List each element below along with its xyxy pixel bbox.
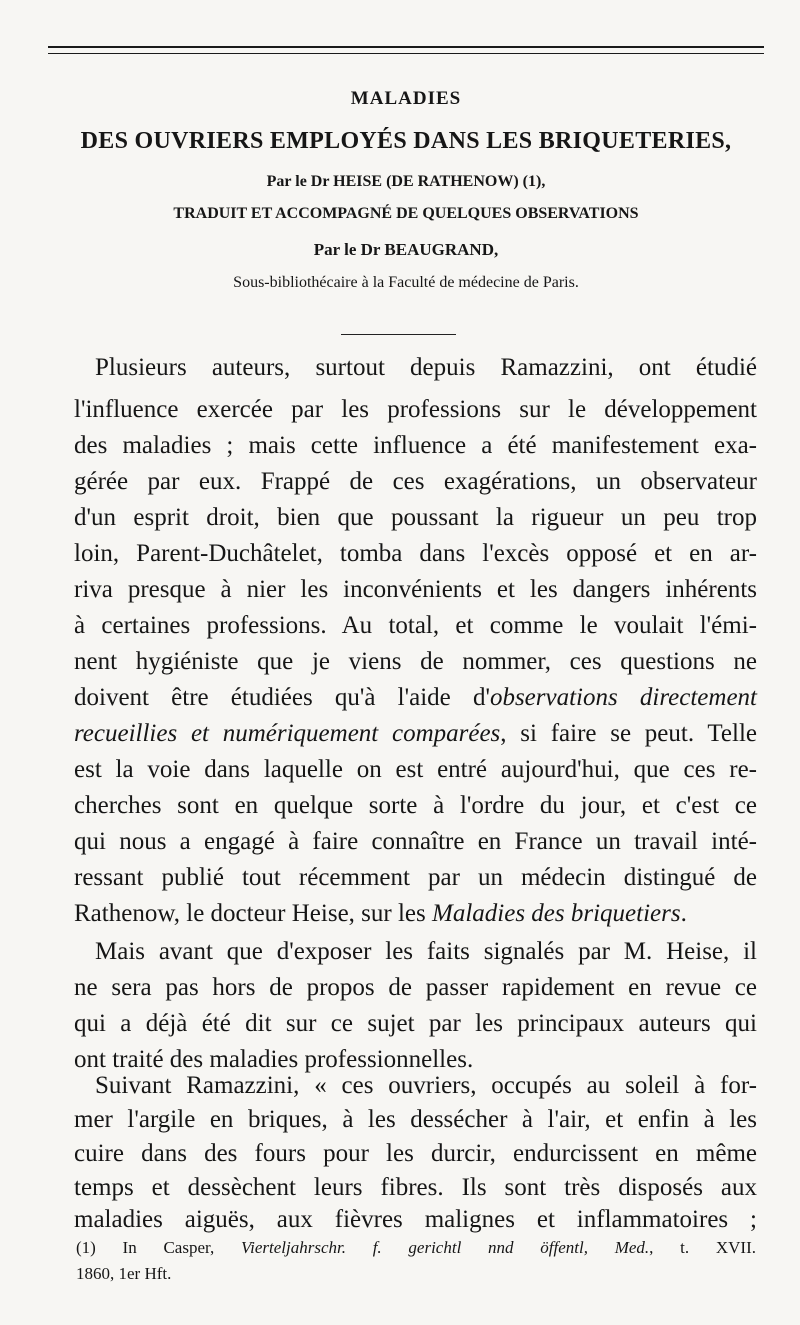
footnote-line: 1860, 1er Hft.: [76, 1264, 172, 1283]
body-line: d'un esprit droit, bien que poussant la rigueur un peu trop: [74, 504, 757, 531]
body-line: [74, 682, 757, 714]
body-text: .: [680, 900, 687, 927]
article-title: DES OUVRIERS EMPLOYÉS DANS LES BRIQUETERIES,: [80, 128, 732, 154]
body-line: Mais avant que d'exposer les faits signalés par M. Heise, il: [95, 938, 757, 965]
body-text: , si faire se peut. Telle: [500, 720, 757, 747]
body-line: riva presque à nier les inconvénients et les dangers inhérents: [74, 576, 757, 603]
translation-note: TRADUIT ET ACCOMPAGNÉ DE QUELQUES OBSERVATIONS: [173, 205, 639, 222]
body-line: Plusieurs auteurs, surtout depuis Ramazzini, ont étudié: [95, 354, 757, 381]
footnote-text: (1) In Casper,: [76, 1238, 241, 1257]
body-line: cherches sont en quelque sorte à l'ordre du jour, et c'est ce: [74, 792, 757, 819]
body-line: temps et dessèchent leurs fibres. Ils sont très disposés aux: [74, 1174, 757, 1201]
body-line: ressant publié tout récemment par un médecin distingué de: [74, 864, 757, 891]
italic-title: Maladies des briquetiers: [432, 900, 681, 927]
body-line: cuire dans des fours pour les durcir, endurcissent en même: [74, 1140, 757, 1167]
body-line: loin, Parent-Duchâtelet, tomba dans l'excès opposé et en ar-: [74, 540, 757, 567]
body-line: maladies aiguës, aux fièvres malignes et inflammatoires ;: [74, 1206, 757, 1233]
body-line: ne sera pas hors de propos de passer rapidement en revue ce: [74, 974, 757, 1001]
body-line: mer l'argile en briques, à les dessécher à l'air, et enfin à les: [74, 1106, 757, 1133]
body-line: gérée par eux. Frappé de ces exagérations, un observateur: [74, 468, 757, 495]
body-line: nent hygiéniste que je viens de nommer, ces questions ne: [74, 648, 757, 675]
body-text: doivent être étudiées qu'à l'aide d': [74, 684, 490, 711]
section-separator: [341, 334, 456, 335]
italic-phrase: recueillies et numériquement comparées: [74, 720, 501, 747]
body-line: Suivant Ramazzini, « ces ouvriers, occupés au soleil à for-: [95, 1072, 757, 1099]
body-line: [74, 718, 757, 750]
translator-affiliation: Sous-bibliothécaire à la Faculté de médecine de Paris.: [233, 274, 579, 291]
body-line: est la voie dans laquelle on est entré aujourd'hui, que ces re-: [74, 756, 757, 783]
header-rule: [48, 46, 764, 48]
header-rule-thin: [48, 53, 764, 54]
section-title: MALADIES: [350, 88, 462, 109]
body-text: Rathenow, le docteur Heise, sur les: [74, 900, 432, 927]
body-line: ont traité des maladies professionnelles.: [74, 1046, 474, 1073]
footnote-journal: Vierteljahrschr. f. gerichtl nnd öffentl, Med.: [240, 1238, 650, 1257]
footnote-line: [76, 1238, 756, 1258]
body-line: qui a déjà été dit sur ce sujet par les principaux auteurs qui: [74, 1010, 757, 1037]
body-line: l'influence exercée par les professions sur le développement: [74, 396, 757, 423]
italic-phrase: observations directement: [489, 684, 757, 711]
body-line: des maladies ; mais cette influence a été manifestement exa-: [74, 432, 757, 459]
body-line: [74, 898, 757, 930]
author-byline: Par le Dr HEISE (DE RATHENOW) (1),: [266, 173, 546, 190]
body-line: qui nous a engagé à faire connaître en France un travail inté-: [74, 828, 757, 855]
footnote-text: , t. XVII.: [649, 1238, 756, 1257]
translator-byline: Par le Dr BEAUGRAND,: [313, 240, 499, 259]
body-line: à certaines professions. Au total, et comme le voulait l'émi-: [74, 612, 757, 639]
